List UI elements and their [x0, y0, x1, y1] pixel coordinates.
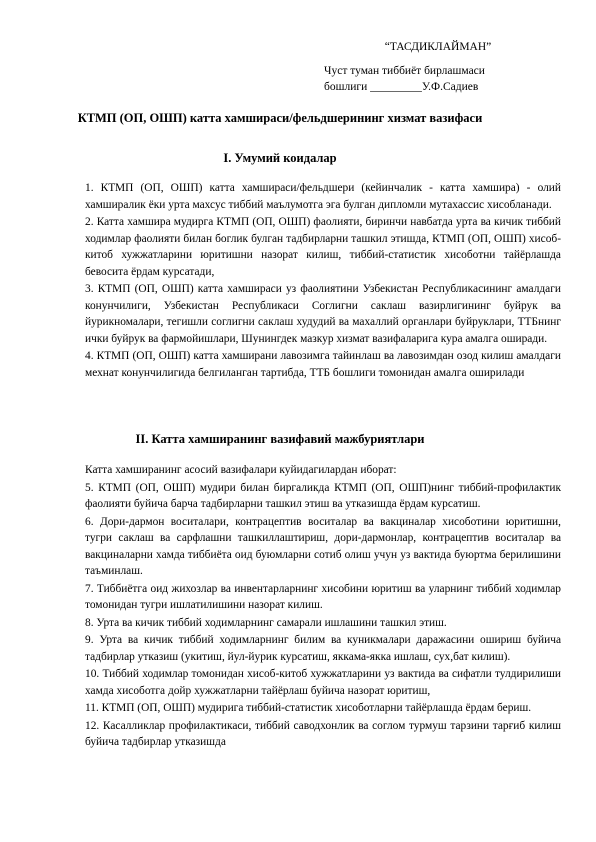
- approval-block: [324, 39, 564, 95]
- section-body-general-rules: [85, 180, 561, 382]
- paragraph: 7. Тиббиётга оид жихозлар ва инвентарларнинг хисобини юритиш ва уларнинг тиббий ходимлар томонидан тугри ишлатилишини назорат килиш.: [85, 582, 561, 611]
- paragraph: 9. Урта ва кичик тиббий ходимларнинг билим ва куникмалари даражасини ошириш буйича тадбирлар утказиш (укитиш, йул-йурик курсатиш, яккама-якка ишлаш, сух,бат килиш).: [85, 634, 561, 663]
- paragraph: 5. КТМП (ОП, ОШП) мудири билан биргаликда КТМП (ОП, ОШП)нинг тиббий-профилактик фаолияти буйича барча тадбирларни ташкил этиш ва утказишда ёрдам курсатиш.: [85, 481, 561, 510]
- section-title-general-rules: I. Умумий коидалар: [223, 151, 337, 165]
- paragraph: 4. КТМП (ОП, ОШП) катта хамширани лавозимга тайинлаш ва лавозимдан озод килиш амалдаги мехнат конунчилигида белгиланган тартибда, ТТБ бошлиги томонидан амалга оширилади: [85, 350, 561, 379]
- paragraph: 8. Урта ва кичик тиббий ходимларнинг самарали ишлашини ташкил этиш.: [85, 616, 447, 629]
- document-title: КТМП (ОП, ОШП) катта хамшираси/фельдшерининг хизмат вазифаси: [77, 111, 483, 125]
- section-title-duties: II. Катта хамширанинг вазифавий мажбуриятлари: [135, 432, 425, 446]
- section-body-duties: [85, 462, 561, 752]
- approval-organization: Чуст туман тиббиёт бирлашмаси: [324, 65, 485, 77]
- approval-heading: “ТАСДИКЛАЙМАН”: [384, 41, 492, 53]
- paragraph: 1. КТМП (ОП, ОШП) катта хамшираси/фельдшери (кейинчалик - катта хамшира) - олий хамширалик ёки урта махсус тиббий маълумотга эга булган дипломли мутахассис хисобланади.: [85, 182, 561, 211]
- paragraph: 2. Катта хамшира мудирга КТМП (ОП, ОШП) фаолияти, биринчи навбатда урта ва кичик тиббий ходимлар фаолияти билан боглик булган тадбирларни ташкил этишда, КТМП (ОП, ОШП) хисоб-китоб хужжатларини юритишни назорат килиш, тиббий-статистик хисоботни тайёрлашда бевосита ёрдам курсатади,: [85, 216, 561, 278]
- paragraph: Катта хамширанинг асосий вазифалари куйидагилардан иборат:: [85, 464, 397, 476]
- paragraph: 3. КТМП (ОП, ОШП) катта хамшираси уз фаолиятини Узбекистан Республикасининг амалдаги конунчилиги, Узбекистан Республикаси Соглигни саклаш вазирлигининг буйрук ва йурикномалари, тегишли соглигни саклаш худудий ва махаллий органлари буйруклари, ТТБнинг ички буйрук ва фармойишлари, Шунингдек мазкур хизмат вазифаларига кура амалга оширади.: [85, 283, 561, 345]
- paragraph: 12. Касалликлар профилактикаси, тиббий саводхонлик ва соглом турмуш тарзини тарғиб килиш буйича тадбирлар утказишда: [85, 719, 561, 748]
- paragraph: 6. Дори-дармон воситалари, контрацептив воситалар ва вакциналар хисоботини юритишни, тугри саклаш ва сарфлашни ташкиллаштириш, дори-дармонлар, контрацептив воситалар ва вакциналарни хамда тиббиёта оид буюмларни сотиб олиш учун уз вактида буюртма берилишини таъминлаш.: [85, 515, 561, 577]
- paragraph: 10. Тиббий ходимлар томонидан хисоб-китоб хужжатларини уз вактида ва сифатли тулдирилиши хамда хисоботга дойр хужжатларни тайёрлаш буйича назорат юритиш,: [85, 668, 561, 697]
- paragraph: 11. КТМП (ОП, ОШП) мудирига тиббий-статистик хисоботларни тайёрлашда ёрдам бериш.: [85, 702, 532, 714]
- approval-signature-line: бошлиги _________У.Ф.Садиев: [324, 81, 479, 93]
